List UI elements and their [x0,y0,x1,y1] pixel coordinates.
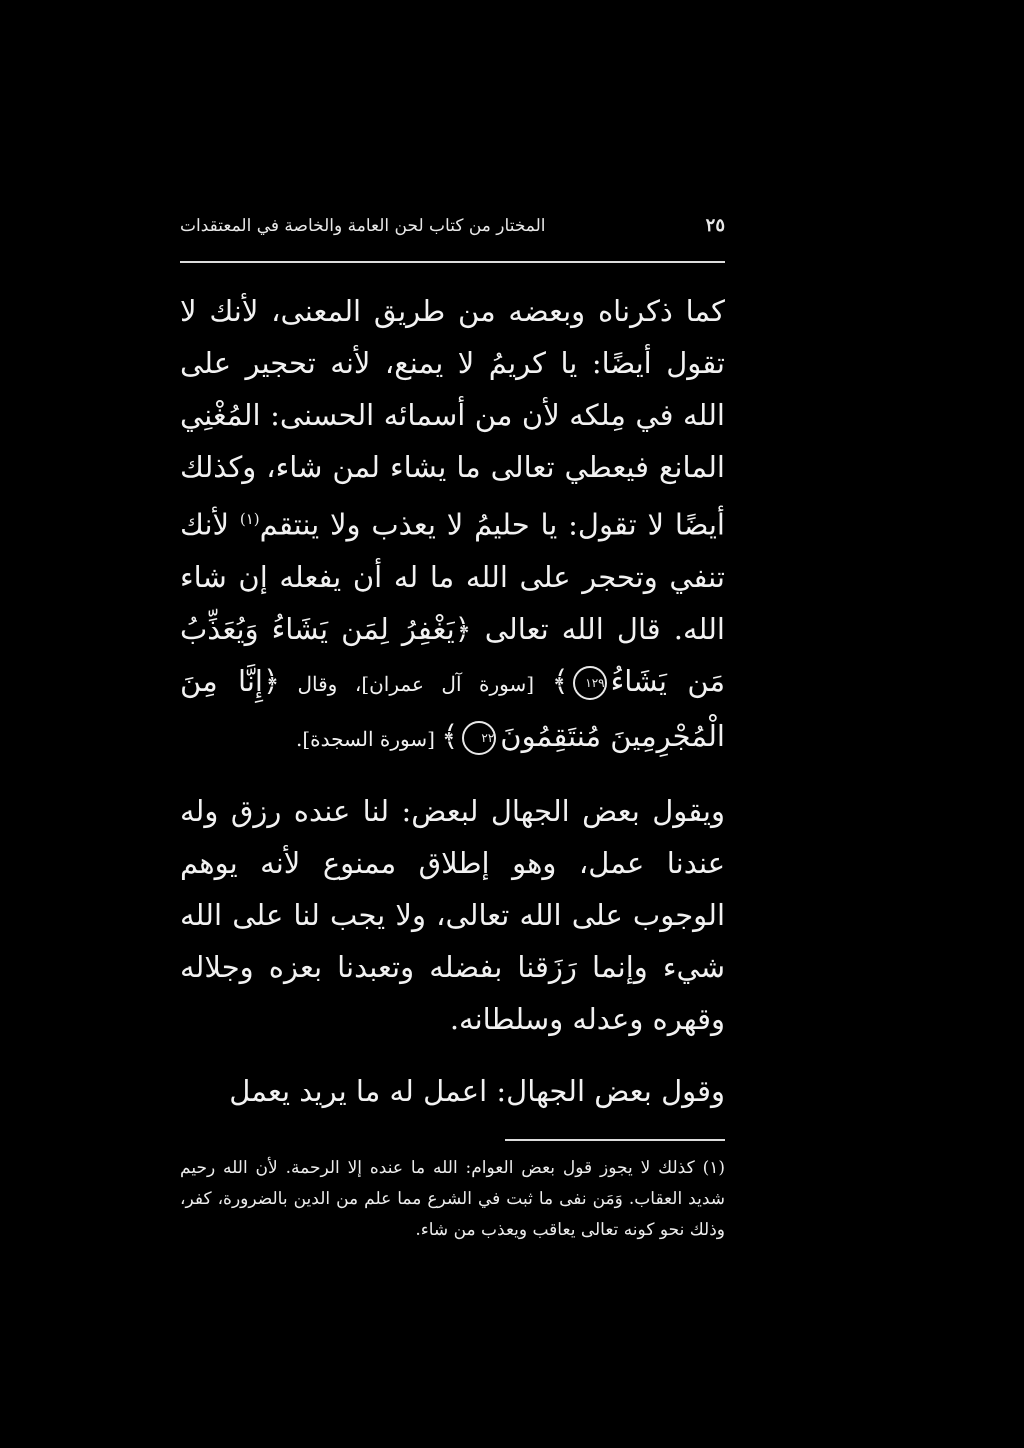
paragraph-1-text-a: كما ذكرناه وبعضه من طريق المعنى، لأنك لا تقول أيضًا: يا كريمُ لا يمنع، لأنه تحجير على الله في مِلكه لأن من أسمائه الحسنى: المُغْنِي المانع فيعطي تعالى ما يشاء لمن شاء، وكذلك أيضًا لا تقول: يا حليمُ لا يعذب ولا ينتقم [180,294,725,542]
paragraph-2: ويقول بعض الجهال لبعض: لنا عنده رزق وله عندنا عمل، وهو إطلاق ممنوع لأنه يوهم الوجوب على الله تعالى، ولا يجب لنا على الله شيء وإنما رَزَقنا بفضله وتعبدنا بعزه وجلاله وقهره وعدله وسلطانه. [180,793,725,1036]
surah-reference-1: [سورة آل عمران]، وقال [279,671,552,696]
paragraph-3: وقول بعض الجهال: اعمل له ما يريد يعمل [229,1073,725,1108]
footnote-divider [505,1139,725,1141]
ayah-number-badge: ١٢٩ [573,666,607,700]
quran-bracket-open: ﴿ [262,663,280,698]
quran-bracket-close: ﴾ [551,663,569,698]
quran-bracket-open: ﴿ [454,611,472,646]
running-title: المختار من كتاب لحن العامة والخاصة في المعتقدات [180,216,546,236]
surah-reference-2: [سورة السجدة]. [295,726,442,751]
paragraph-1-text-b: لأنك تنفي وتحجر على الله ما له أن يفعله إن شاء الله. قال الله تعالى [180,507,725,646]
book-page [180,215,725,1246]
footnote: (١) كذلك لا يجوز قول بعض العوام: الله ما عنده إلا الرحمة. لأن الله رحيم شديد العقاب. وَمَن نفى ما ثبت في الشرع مما علم من الدين بالضرورة، كفر، وذلك نحو كونه تعالى يعاقب ويعذب من شاء. [180,1157,725,1240]
page-header [180,215,725,247]
header-divider [180,261,725,263]
quran-quote-2: إِنَّا مِنَ الْمُجْرِمِينَ مُنتَقِمُونَ [180,663,725,753]
page-number: ٢٥ [705,215,725,236]
footnote-marker: (١) [239,510,260,528]
paragraph-1 [180,285,725,765]
ayah-number-badge: ٢٢ [462,721,496,755]
quran-bracket-close: ﴾ [441,718,459,753]
quran-quote-1: يَغْفِرُ لِمَن يَشَاءُ وَيُعَذِّبُ مَن يَشَاءُ [180,611,726,698]
